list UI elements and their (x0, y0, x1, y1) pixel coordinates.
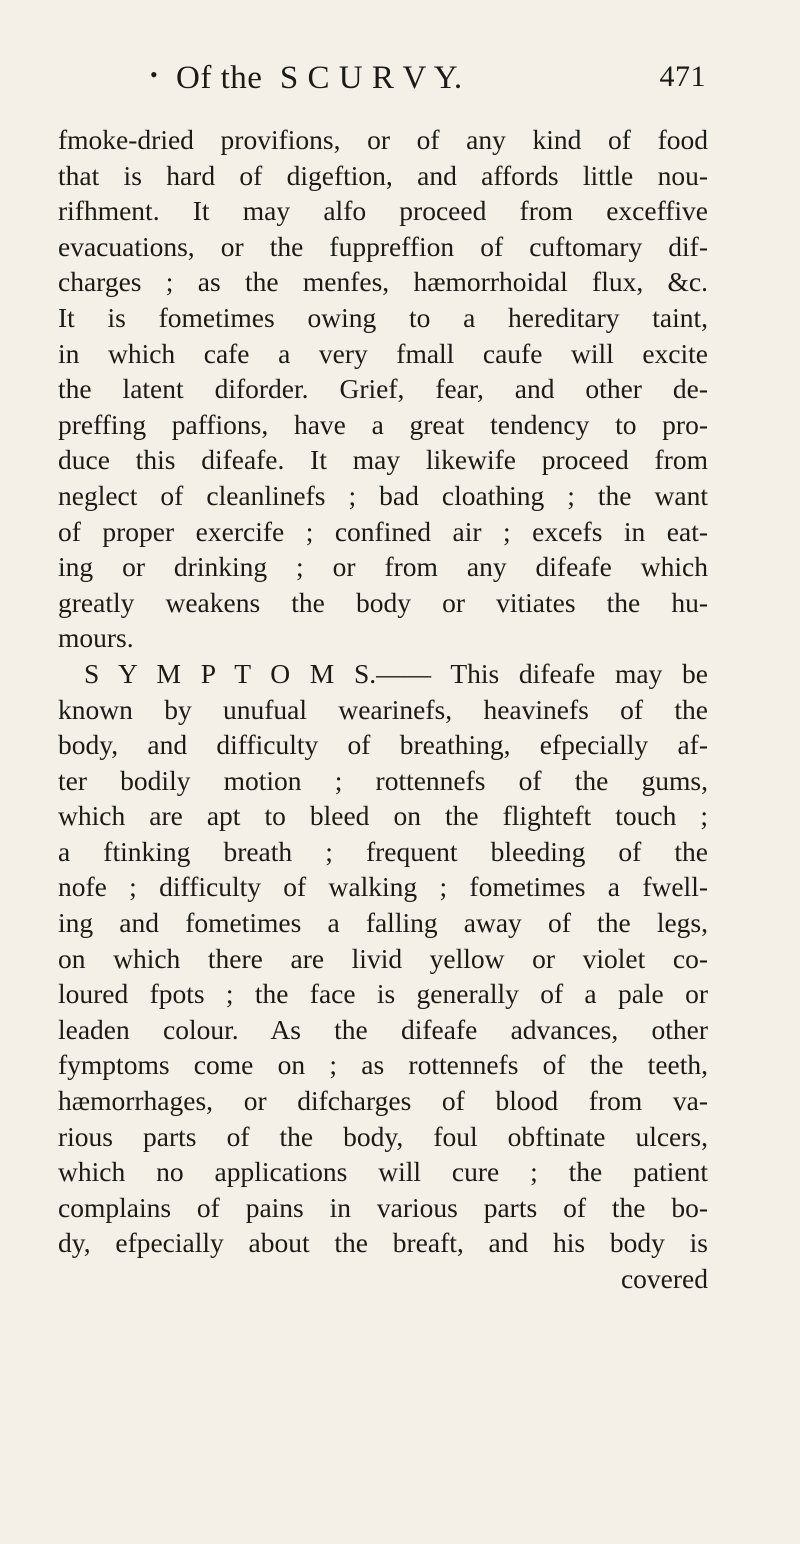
text-line: evacuations, or the fuppreffion of cuftomary dif- (58, 230, 708, 262)
text-line: dy, efpecially about the breaft, and his body is (58, 1227, 708, 1259)
section-heading-line: S Y M P T O M S.—— This difeafe may be (84, 657, 708, 689)
text-line: loured fpots ; the face is generally of a pale or (58, 978, 708, 1010)
text-line: in which cafe a very fmall caufe will excite (58, 337, 708, 369)
text-line: It is fometimes owing to a hereditary taint, (58, 301, 708, 333)
text-line: complains of pains in various parts of the bo- (58, 1191, 708, 1223)
body-text (58, 122, 708, 1297)
text-line: the latent diforder. Grief, fear, and other de- (58, 373, 708, 405)
text-line: on which there are livid yellow or violet co- (58, 942, 708, 974)
text-line: neglect of cleanlinefs ; bad cloathing ; the want (58, 479, 708, 511)
text-line: fmoke-dried provifions, or of any kind of food (58, 124, 708, 155)
catchword: covered (620, 1263, 708, 1294)
text-line: which are apt to bleed on the flighteft touch ; (58, 800, 708, 832)
text-line: rious parts of the body, foul obftinate ulcers, (58, 1120, 708, 1152)
text-line: hæmorrhages, or difcharges of blood from va- (58, 1085, 708, 1117)
text-line: a ftinking breath ; frequent bleeding of the (58, 835, 708, 867)
text-line: duce this difeafe. It may likewife proceed from (58, 444, 708, 476)
running-header (150, 60, 730, 104)
page-number: 471 (659, 60, 706, 93)
text-line: known by unufual wearinefs, heavinefs of the (58, 693, 708, 725)
text-line: fymptoms come on ; as rottennefs of the teeth, (58, 1049, 708, 1081)
text-line: ing and fometimes a falling away of the legs, (58, 907, 708, 939)
text-line: preffing paffions, have a great tendency to pro- (58, 408, 708, 440)
text-line: of proper exercife ; confined air ; excefs in eat- (58, 515, 708, 547)
header-bullet: • (150, 62, 159, 87)
text-line: which no applications will cure ; the patient (58, 1156, 708, 1188)
text-line: charges ; as the menfes, hæmorrhoidal flux, &c. (58, 266, 708, 298)
text-line: leaden colour. As the difeafe advances, other (58, 1013, 708, 1045)
text-line: that is hard of digeftion, and affords little nou- (58, 159, 708, 191)
text-line: mours. (58, 622, 134, 654)
text-line: greatly weakens the body or vitiates the hu- (58, 586, 708, 618)
text-line: body, and difficulty of breathing, efpecially af- (58, 729, 708, 761)
running-title: Of the S C U R V Y. (176, 60, 463, 96)
text-line: ing or drinking ; or from any difeafe which (58, 551, 708, 583)
text-line: ter bodily motion ; rottennefs of the gums, (58, 764, 708, 796)
text-line: nofe ; difficulty of walking ; fometimes a fwell- (58, 871, 708, 903)
text-line: rifhment. It may alfo proceed from exceffive (58, 195, 708, 227)
